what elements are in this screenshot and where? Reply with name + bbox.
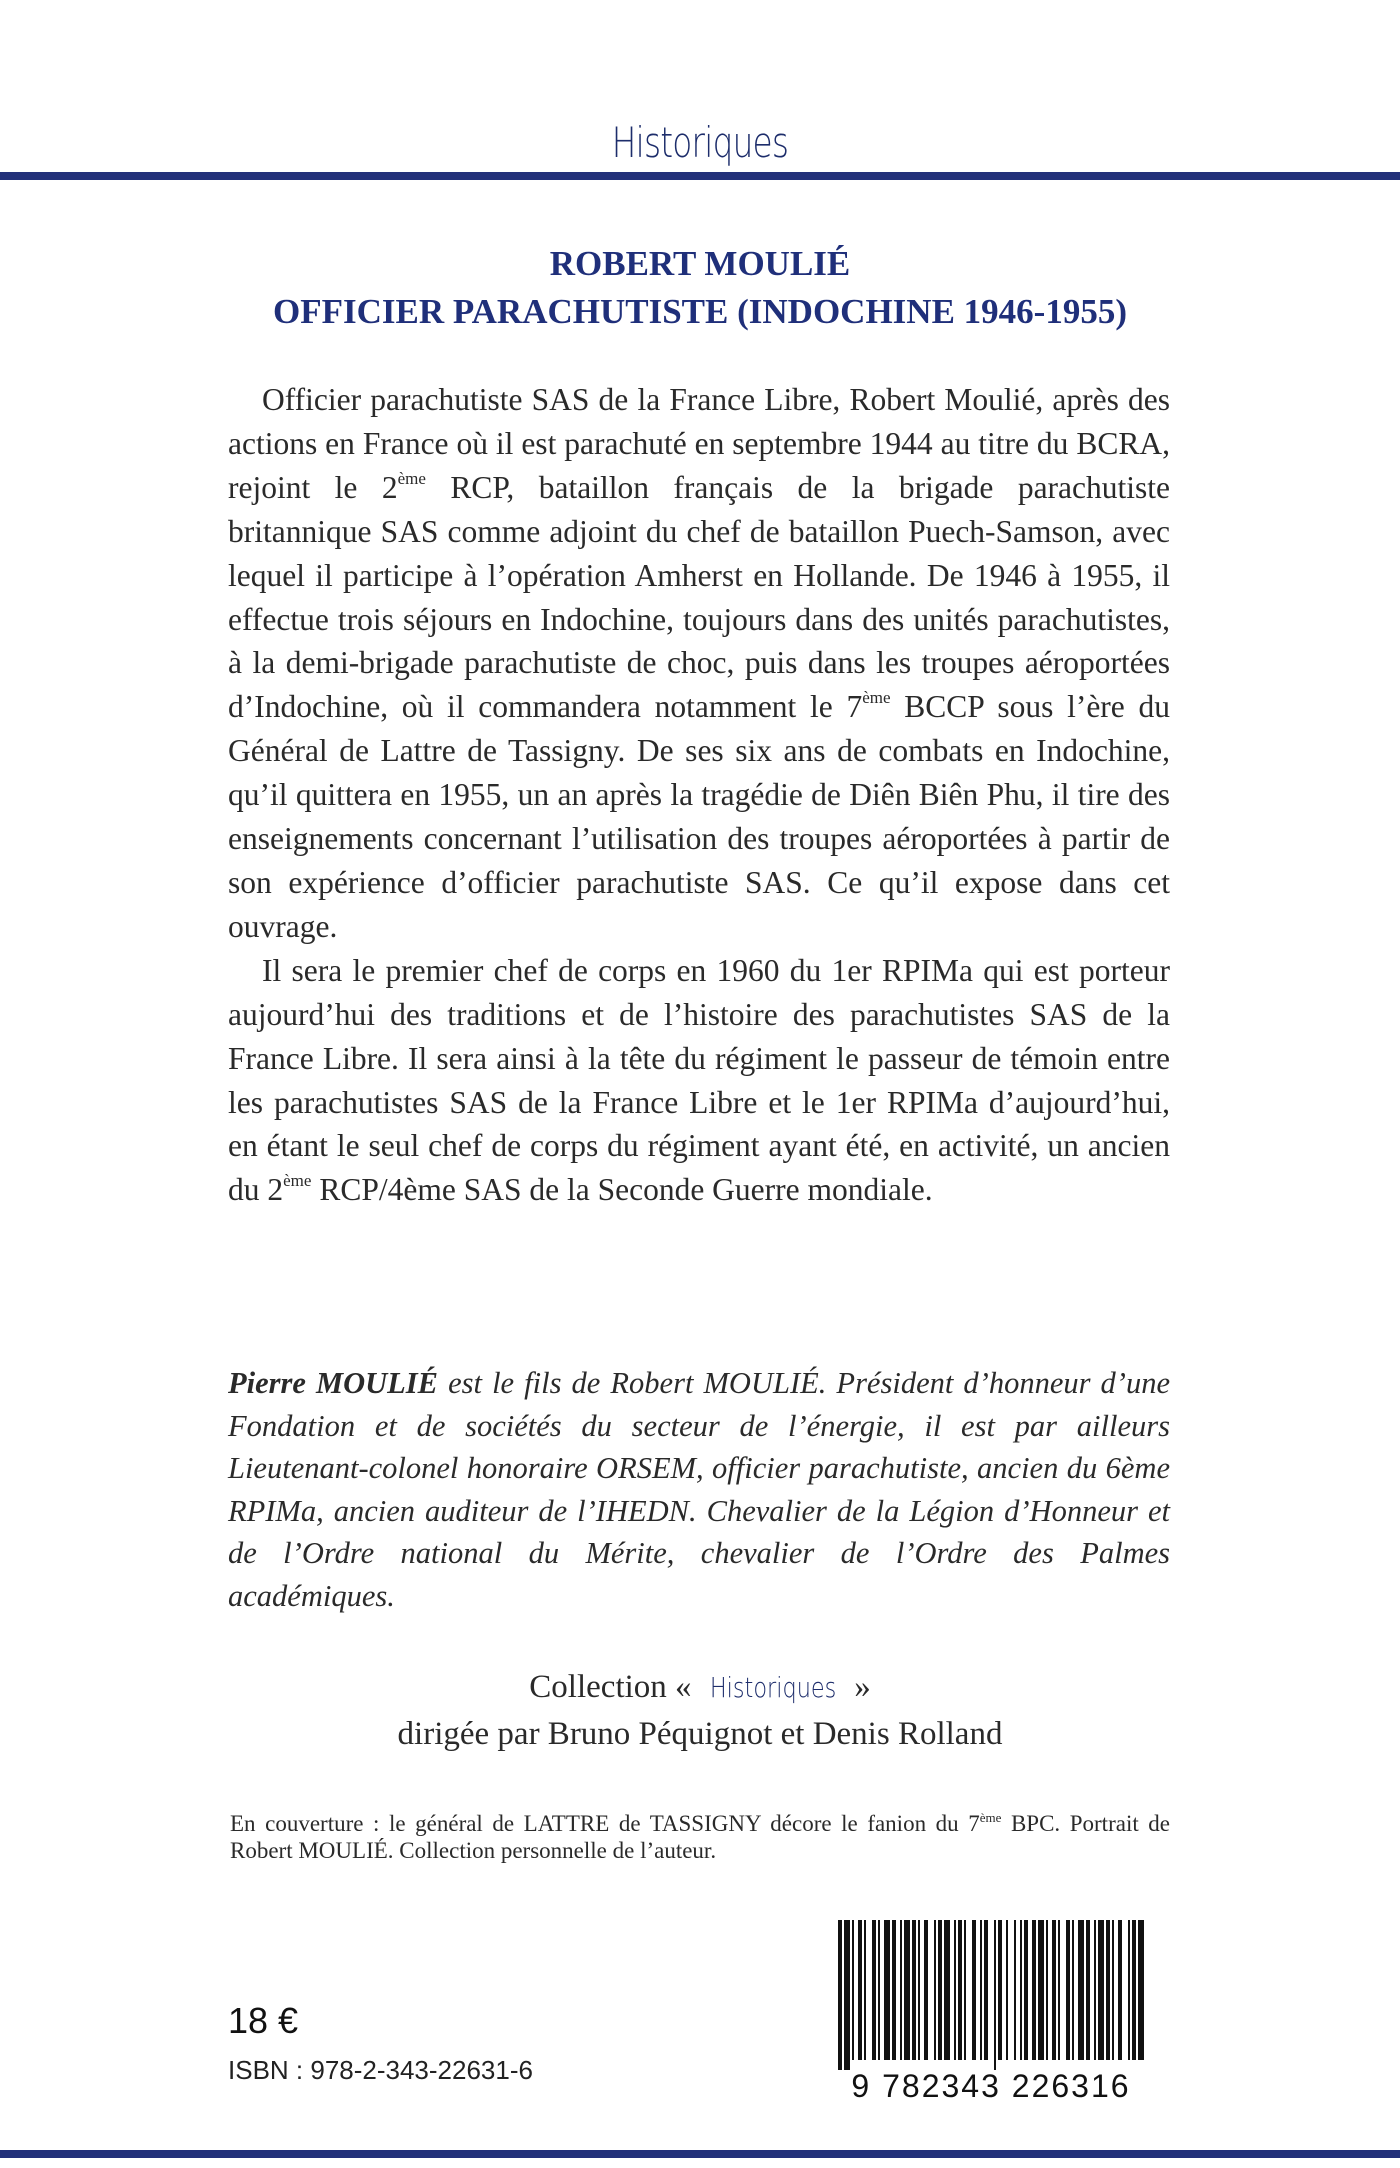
barcode-bar: [878, 1920, 880, 2060]
book-title: [0, 240, 1400, 336]
barcode-bar: [924, 1920, 928, 2060]
barcode-bar: [1066, 1920, 1070, 2060]
barcode-bar: [1024, 1920, 1028, 2060]
barcode-bar: [964, 1920, 966, 2060]
barcode-bar: [1046, 1920, 1048, 2060]
barcode-bar: [912, 1920, 916, 2060]
barcode-bar: [838, 1920, 842, 2070]
barcode-bar: [844, 1920, 850, 2070]
barcode-bar: [918, 1920, 920, 2060]
barcode-bar: [1106, 1920, 1110, 2060]
barcode-bar: [900, 1920, 902, 2060]
barcode-bar: [1094, 1920, 1096, 2060]
barcode-bars: [820, 1920, 1162, 2070]
top-rule: [0, 172, 1400, 180]
collection-prefix: Collection «: [529, 1669, 700, 1705]
series-logo: Historiques: [611, 118, 789, 167]
text-run: Il sera le premier chef de corps en 1960 du 1er RPIMa qui est porteur aujourd’hui des traditions et de l’histoire des parachutistes SAS de la France Libre. Il sera ainsi à la tête du régiment le passeur de témoin entre les parachutistes SAS de la France Libre et le 1er RPIMa d’aujourd’hui, en étant le seul chef de corps du régiment ayant été, en activité, un ancien du 2: [228, 952, 1170, 1208]
barcode-bar: [1086, 1920, 1090, 2060]
collection-suffix: »: [845, 1669, 871, 1705]
barcode-bar: [892, 1920, 896, 2060]
barcode-bar: [980, 1920, 982, 2060]
barcode-bar: [972, 1920, 976, 2060]
barcode-bar: [1052, 1920, 1056, 2060]
superscript: ème: [979, 1810, 1002, 1825]
author-bio-text: est le fils de Robert MOULIÉ. Président d’honneur d’une Fondation et de sociétés du secteur de l’énergie, il est par ailleurs Lieutenant-colonel honoraire ORSEM, officier parachutiste, ancien du 6ème RPIMa, ancien auditeur de l’IHEDN. Chevalier de la Légion d’Honneur et de l’Ordre national du Mérite, chevalier de l’Ordre des Palmes académiques.: [228, 1366, 1171, 1613]
barcode-bar: [858, 1920, 862, 2060]
barcode-bar: [864, 1920, 866, 2060]
barcode-bar: [994, 1920, 996, 2070]
author-name: Pierre MOULIÉ: [228, 1366, 439, 1400]
collection-line-1: [0, 1664, 1400, 1711]
barcode-bar: [1058, 1920, 1060, 2060]
barcode-bar: [1128, 1920, 1130, 2060]
barcode-bar: [1138, 1920, 1144, 2060]
barcode-bar: [884, 1920, 890, 2060]
barcode-bar: [1006, 1920, 1008, 2060]
barcode-bar: [1132, 1920, 1136, 2060]
collection-info: [0, 1664, 1400, 1757]
barcode-bar: [954, 1920, 956, 2060]
text-run: RCP/4ème SAS de la Seconde Guerre mondiale.: [311, 1172, 933, 1208]
author-bio: [228, 1362, 1170, 1618]
text-run: RCP, bataillon français de la brigade parachutiste britannique SAS comme adjoint du chef de bataillon Puech-Samson, avec lequel il participe à l’opération Amherst en Hollande. De 1946 à 1955, il effectue trois séjours en Indochine, toujours dans des unités parachutistes, à la demi-brigade parachutiste de choc, puis dans les troupes aéroportées d’Indochine, où il commandera notamment le 7: [228, 469, 1170, 725]
price: 18 €: [228, 2000, 299, 2041]
bottom-rule: [0, 2150, 1400, 2158]
barcode-bar: [1038, 1920, 1044, 2060]
barcode-bar: [1072, 1920, 1074, 2060]
barcode-bar: [934, 1920, 936, 2060]
summary-paragraph-1: [228, 378, 1170, 949]
barcode-bar: [852, 1920, 854, 2060]
cover-credit: [230, 1810, 1170, 1864]
barcode: [820, 1920, 1162, 2110]
barcode-bar: [1020, 1920, 1022, 2060]
barcode-bar: [904, 1920, 910, 2060]
barcode-bar: [998, 1920, 1002, 2060]
barcode-bar: [1118, 1920, 1122, 2060]
back-cover-summary: [228, 378, 1170, 1212]
collection-brand: Historiques: [709, 1671, 837, 1704]
isbn: ISBN : 978-2-343-22631-6: [228, 2055, 533, 2085]
barcode-bar: [1014, 1920, 1016, 2060]
text-run: BPC. Portrait de Robert MOULIÉ. Collection personnelle de l’auteur.: [230, 1811, 1171, 1863]
text-run: Officier parachutiste SAS de la France Libre, Robert Moulié, après des actions en France où il est parachuté en septembre 1944 au titre du BCRA, rejoint le 2: [228, 382, 1170, 505]
text-run: En couverture : le général de LATTRE de TASSIGNY décore le fanion du 7: [230, 1811, 980, 1836]
collection-directors: dirigée par Bruno Péquignot et Denis Rolland: [397, 1716, 1003, 1752]
superscript: ème: [397, 468, 426, 488]
text-run: BCCP sous l’ère du Général de Lattre de Tassigny. De ses six ans de combats en Indochine, qu’il quittera en 1955, un an après la tragédie de Diên Biên Phu, il tire des enseignements concernant l’utilisation des troupes aéroportées à partir de son expérience d’officier parachutiste SAS. Ce qu’il expose dans cet ouvrage.: [228, 689, 1170, 944]
barcode-bar: [1098, 1920, 1104, 2060]
summary-paragraph-2: [228, 949, 1170, 1212]
barcode-bar: [938, 1920, 942, 2060]
barcode-digits: 9 782343 226316: [851, 2068, 1131, 2104]
superscript: ème: [862, 688, 891, 708]
barcode-bar: [958, 1920, 962, 2060]
title-line-1: ROBERT MOULIÉ: [549, 244, 851, 283]
barcode-bar: [1032, 1920, 1036, 2060]
superscript: ème: [283, 1171, 312, 1191]
barcode-bar: [872, 1920, 876, 2060]
barcode-bar: [1112, 1920, 1114, 2060]
barcode-bar: [984, 1920, 988, 2060]
title-line-2: OFFICIER PARACHUTISTE (INDOCHINE 1946-1955): [273, 292, 1127, 331]
barcode-bar: [1078, 1920, 1084, 2060]
barcode-bar: [944, 1920, 950, 2060]
